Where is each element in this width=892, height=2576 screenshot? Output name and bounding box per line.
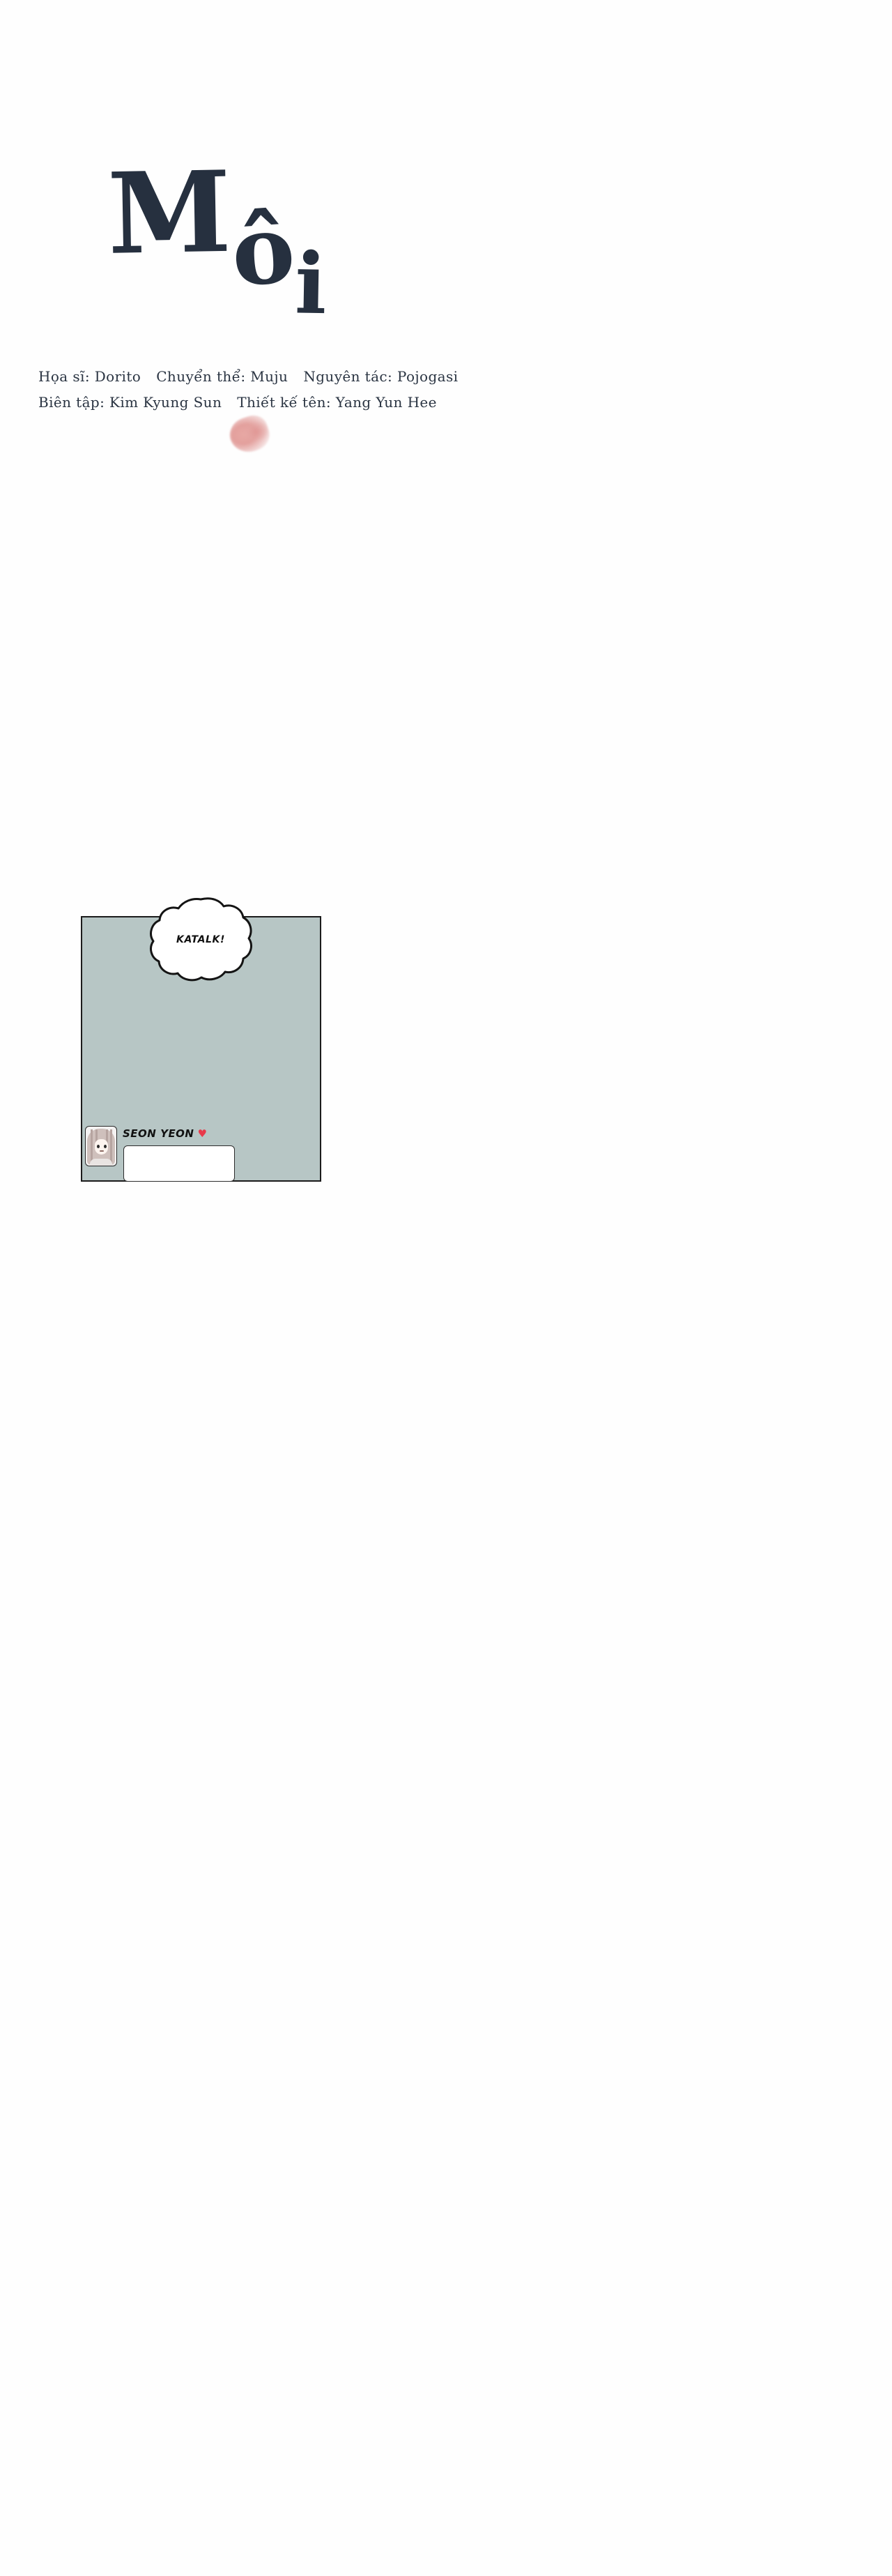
credit-line-1 xyxy=(38,368,458,385)
title-block xyxy=(0,146,892,335)
page-title xyxy=(105,142,327,334)
credit-adaptation: Chuyển thể: Muju xyxy=(156,368,289,385)
avatar-eye-left xyxy=(97,1145,100,1148)
chat-sender-label: SEON YEON xyxy=(123,1127,194,1140)
credit-artist: Họa sĩ: Dorito xyxy=(38,368,141,385)
speech-bubble xyxy=(148,897,254,983)
avatar-hair-strand xyxy=(91,1129,93,1163)
avatar-eye-right xyxy=(104,1145,107,1148)
credit-original: Nguyên tác: Pojogasi xyxy=(303,368,459,385)
credit-editor: Biên tập: Kim Kyung Sun xyxy=(38,394,222,411)
avatar xyxy=(85,1126,117,1166)
title-letter-o: ô xyxy=(228,192,298,308)
chat-row xyxy=(85,1125,315,1182)
avatar-mouth xyxy=(100,1150,104,1152)
heart-icon: ♥ xyxy=(197,1127,208,1140)
speech-bubble-text: KATALK! xyxy=(176,934,225,945)
speech-bubble-shape-icon xyxy=(148,897,254,983)
credit-line-2 xyxy=(38,394,437,411)
credit-title-design: Thiết kế tên: Yang Yun Hee xyxy=(237,394,437,411)
chat-sender-name xyxy=(123,1127,207,1140)
avatar-hair-strand xyxy=(110,1129,112,1163)
title-letter-i: i xyxy=(294,234,327,334)
title-letter-m: M xyxy=(106,146,231,280)
avatar-body xyxy=(90,1159,112,1166)
chat-message-bubble xyxy=(123,1145,235,1182)
